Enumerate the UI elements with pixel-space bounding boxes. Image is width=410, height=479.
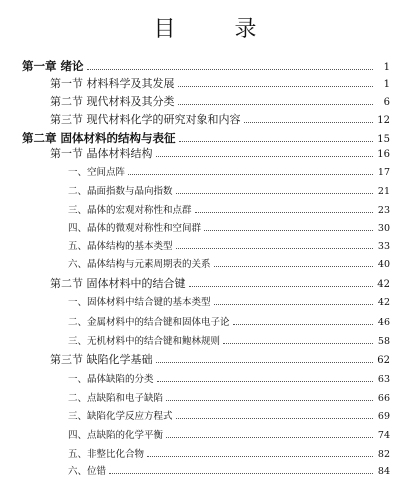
dot-leader: [189, 277, 374, 287]
toc-entry-label: 第二章 固体材料的结构与表征: [22, 131, 176, 145]
toc-section: [50, 353, 390, 368]
toc-entry-label: 第一节 晶体材料结构: [50, 147, 153, 160]
dot-leader: [214, 295, 373, 305]
toc-entry-label: 一、晶体缺陷的分类: [68, 374, 154, 385]
toc-page-number: 82: [377, 449, 390, 460]
toc-page-number: 74: [377, 430, 390, 441]
dot-leader: [87, 60, 373, 70]
toc-subsection: [68, 428, 390, 443]
dot-leader: [166, 428, 373, 438]
toc-page-number: 15: [377, 134, 390, 145]
toc-subsection: [68, 165, 390, 180]
toc-subsection: [68, 409, 390, 424]
toc-page-number: 42: [377, 297, 390, 308]
dot-leader: [195, 203, 373, 213]
toc-entry-label: 四、晶体的微观对称性和空间群: [68, 223, 202, 234]
toc-subsection: [68, 391, 390, 406]
toc-entry-label: 二、点缺陷和电子缺陷: [68, 393, 164, 404]
toc-subsection: [68, 315, 390, 330]
toc-entry-label: 四、点缺陷的化学平衡: [68, 430, 164, 441]
toc-entry-label: 三、晶体的宏观对称性和点群: [68, 205, 192, 216]
toc-entry-label: 六、晶体结构与元素周期表的关系: [68, 259, 211, 270]
toc-page-number: 23: [377, 205, 390, 216]
dot-leader: [147, 447, 373, 457]
toc-page-number: 17: [377, 167, 390, 178]
dot-leader: [157, 372, 373, 382]
dot-leader: [214, 257, 373, 267]
toc-subsection: [68, 184, 390, 199]
toc-page-number: 69: [377, 411, 390, 422]
toc-entry-label: 第二节 固体材料中的结合键: [50, 277, 186, 290]
toc-page-number: 33: [377, 241, 390, 252]
toc-subsection: [68, 372, 390, 387]
dot-leader: [223, 334, 373, 344]
toc-chapter: [22, 59, 390, 75]
toc-subsection: [68, 334, 390, 349]
toc-subsection: [68, 447, 390, 462]
toc-section: [50, 113, 390, 128]
toc-section: [50, 147, 390, 162]
toc-entry-label: 三、缺陷化学反应方程式: [68, 411, 173, 422]
dot-leader: [233, 315, 373, 325]
toc-entry-label: 六、位错: [68, 466, 107, 477]
toc-subsection: [68, 203, 390, 218]
dot-leader: [156, 353, 374, 363]
page-title: 目 录: [153, 17, 283, 42]
toc-page-number: 16: [377, 149, 390, 160]
dot-leader: [244, 113, 374, 123]
dot-leader: [176, 239, 373, 249]
toc-page-number: 42: [377, 279, 390, 290]
toc-page-number: 1: [383, 62, 390, 73]
toc-section: [50, 95, 390, 110]
toc-page-number: 62: [377, 355, 390, 366]
toc-entry-label: 一、固体材料中结合键的基本类型: [68, 297, 211, 308]
toc-entry-label: 三、无机材料中的结合键和鲍林规则: [68, 336, 221, 347]
toc-page-number: 84: [377, 466, 390, 477]
dot-leader: [179, 132, 373, 142]
toc-subsection: [68, 464, 390, 479]
toc-page-number: 46: [377, 317, 390, 328]
toc-entry-label: 一、空间点阵: [68, 167, 126, 178]
toc-entry-label: 二、金属材料中的结合键和固体电子论: [68, 317, 230, 328]
dot-leader: [176, 184, 373, 194]
dot-leader: [204, 221, 373, 231]
toc-page-number: 12: [377, 115, 390, 126]
toc-page-number: 30: [377, 223, 390, 234]
toc-entry-label: 第三节 现代材料化学的研究对象和内容: [50, 113, 241, 126]
toc-entry-label: 五、晶体结构的基本类型: [68, 241, 173, 252]
toc-subsection: [68, 221, 390, 236]
toc-page-number: 1: [383, 79, 390, 90]
toc-subsection: [68, 239, 390, 254]
toc-page-number: 66: [377, 393, 390, 404]
toc-entry-label: 第一章 绪论: [22, 59, 84, 73]
dot-leader: [166, 391, 373, 401]
toc-entry-label: 第三节 缺陷化学基础: [50, 353, 153, 366]
toc-entry-label: 五、非整比化合物: [68, 449, 145, 460]
toc-subsection: [68, 257, 390, 272]
toc-entry-label: 第二节 现代材料及其分类: [50, 95, 175, 108]
toc-section: [50, 77, 390, 92]
dot-leader: [156, 147, 374, 157]
toc-entry-label: 第一节 材料科学及其发展: [50, 77, 175, 90]
toc-subsection: [68, 295, 390, 310]
toc-page-number: 6: [383, 97, 390, 108]
toc-page-number: 21: [377, 186, 390, 197]
toc-page-number: 40: [377, 259, 390, 270]
toc-section: [50, 277, 390, 292]
toc-page-number: 63: [377, 374, 390, 385]
dot-leader: [176, 409, 373, 419]
toc-entry-label: 二、晶面指数与晶向指数: [68, 186, 173, 197]
dot-leader: [178, 77, 374, 87]
toc-chapter: [22, 131, 390, 147]
dot-leader: [178, 95, 374, 105]
dot-leader: [109, 464, 373, 474]
dot-leader: [128, 165, 373, 175]
toc-page-number: 58: [377, 336, 390, 347]
